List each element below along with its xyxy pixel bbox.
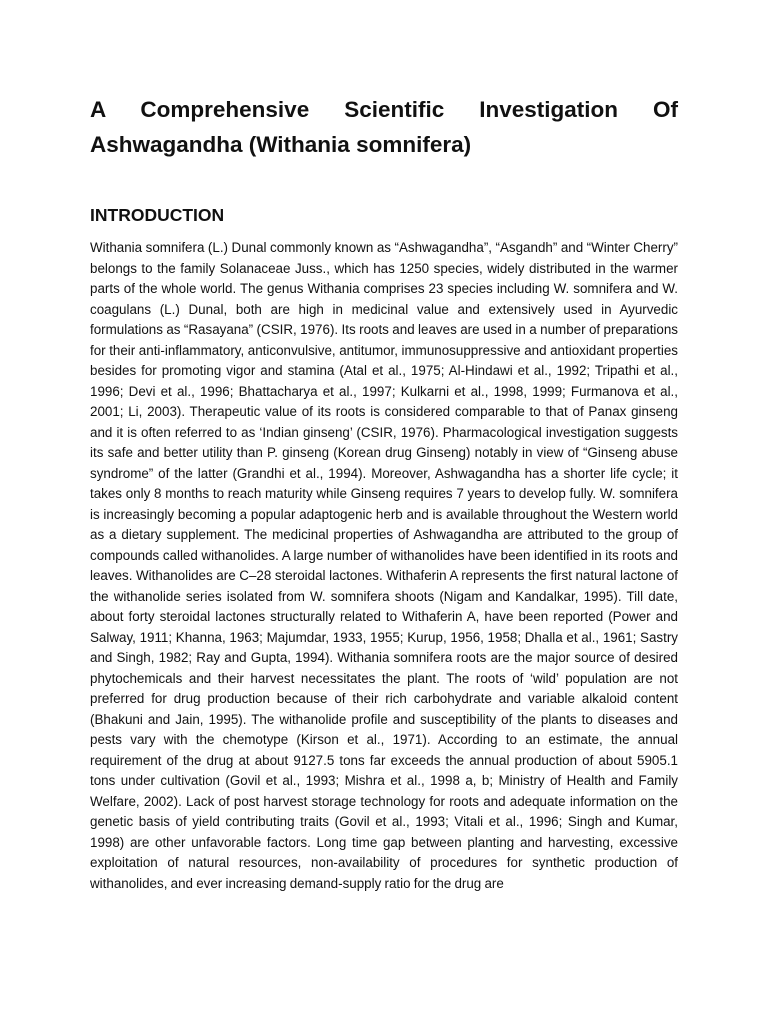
introduction-paragraph: Withania somnifera (L.) Dunal commonly known as “Ashwagandha”, “Asgandh” and “Winter Cherry” belongs to the family Solanaceae Juss., which has 1250 species, widely distributed in the warmer parts of the whole world. The genus Withania comprises 23 species including W. somnifera and W. coagulans (L.) Dunal, both are high in medicinal value and extensively used in Ayurvedic formulations as “Rasayana” (CSIR, 1976). Its roots and leaves are used in a number of preparations for their anti-inflammatory, anticonvulsive, antitumor, immunosuppressive and antioxidant properties besides for promoting vigor and stamina (Atal et al., 1975; Al-Hindawi et al., 1992; Tripathi et al., 1996; Devi et al., 1996; Bhattacharya et al., 1997; Kulkarni et al., 1998, 1999; Furmanova et al., 2001; Li, 2003). Therapeutic value of its roots is considered comparable to that of Panax ginseng and it is often referred to as ‘Indian ginseng’ (CSIR, 1976). Pharmacological investigation suggests its safe and better utility than P. ginseng (Korean drug Ginseng) notably in view of “Ginseng abuse syndrome” of the latter (Grandhi et al., 1994). Moreover, Ashwagandha has a shorter life cycle; it takes only 8 months to reach maturity while Ginseng requires 7 years to develop fully. W. somnifera is increasingly becoming a popular adaptogenic herb and is available throughout the Western world as a dietary supplement. The medicinal properties of Ashwagandha are attributed to the group of compounds called withanolides. A large number of withanolides have been identified in its roots and leaves. Withanolides are C–28 steroidal lactones. Withaferin A represents the first natural lactone of the withanolide series isolated from W. somnifera shoots (Nigam and Kandalkar, 1995). Till date, about forty steroidal lactones structurally related to Withaferin A, have been reported (Power and Salway, 1911; Khanna, 1963; Majumdar, 1933, 1955; Kurup, 1956, 1958; Dhalla et al., 1961; Sastry and Singh, 1982; Ray and Gupta, 1994). Withania somnifera roots are the major source of desired phytochemicals and their harvest necessitates the plant. The roots of ‘wild’ population are not preferred for drug production because of their rich carbohydrate and variable alkaloid content (Bhakuni and Jain, 1995). The withanolide profile and susceptibility of the plants to diseases and pests vary with the chemotype (Kirson et al., 1971). According to an estimate, the annual requirement of the drug at about 9127.5 tons far exceeds the annual production of about 5905.1 tons under cultivation (Govil et al., 1993; Mishra et al., 1998 a, b; Ministry of Health and Family Welfare, 2002). Lack of post harvest storage technology for roots and adequate information on the genetic basis of yield contributing traits (Govil et al., 1993; Vitali et al., 1996; Singh and Kumar, 1998) are other unfavorable factors. Long time gap between planting and harvesting, excessive exploitation of natural resources, non-availability of procedures for synthetic production of withanolides, and ever increasing demand-supply ratio for the drug are <box>90 240 678 891</box>
document-title-line-1: A Comprehensive Scientific Investigation Of <box>90 97 678 122</box>
document-title-line-2: Ashwagandha (Withania somnifera) <box>90 132 472 157</box>
document-title <box>90 92 678 162</box>
section-heading-introduction: INTRODUCTION <box>90 205 225 225</box>
